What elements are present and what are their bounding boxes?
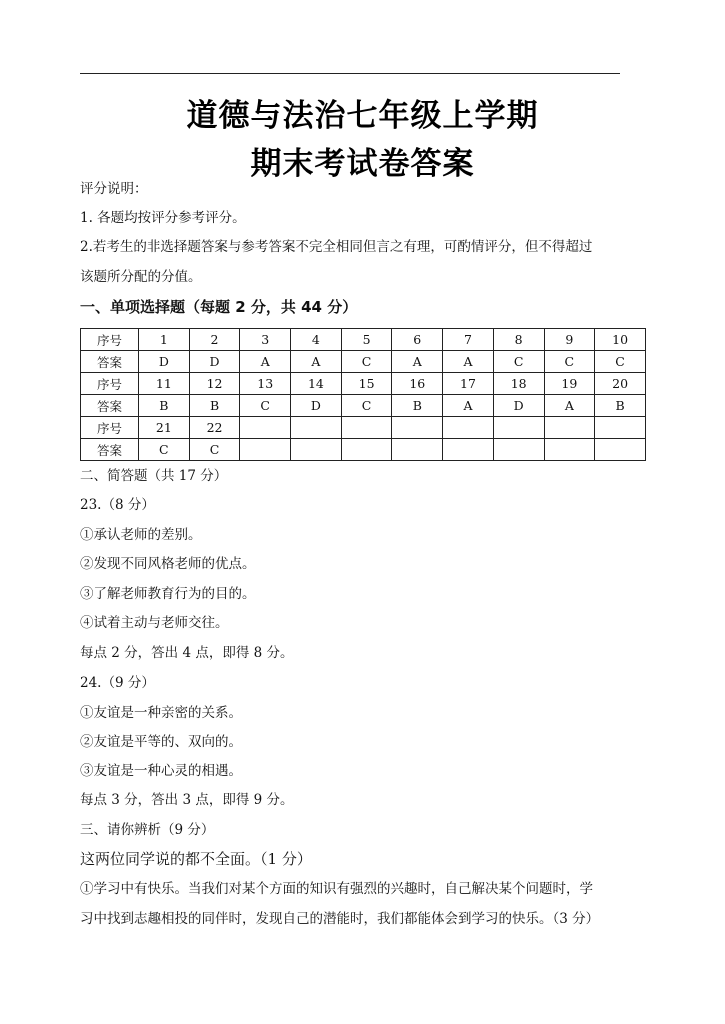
table-cell: 17	[443, 373, 494, 395]
table-cell: A	[443, 351, 494, 373]
table-cell: D	[189, 351, 240, 373]
table-cell: C	[544, 351, 595, 373]
table-row	[81, 373, 646, 395]
table-cell: A	[291, 351, 342, 373]
table-cell	[443, 439, 494, 461]
scoring-heading: 评分说明：	[80, 181, 148, 197]
q23-point-1: ①承认老师的差别。	[80, 527, 202, 543]
table-row	[81, 329, 646, 351]
table-cell: 22	[189, 417, 240, 439]
q23-point-4: ④试着主动与老师交往。	[80, 615, 229, 631]
table-cell: 5	[341, 329, 392, 351]
table-cell: C	[139, 439, 190, 461]
table-cell: 19	[544, 373, 595, 395]
table-cell: 4	[291, 329, 342, 351]
table-cell: 18	[493, 373, 544, 395]
table-cell: C	[595, 351, 646, 373]
q24-note: 每点 3 分，答出 3 点，即得 9 分。	[80, 792, 294, 808]
table-cell: 20	[595, 373, 646, 395]
table-cell: 6	[392, 329, 443, 351]
table-cell: 9	[544, 329, 595, 351]
table-cell: 7	[443, 329, 494, 351]
scoring-rule-1: 1. 各题均按评分参考评分。	[80, 210, 246, 226]
section-1-heading: 一、单项选择题（每题 2 分，共 44 分）	[80, 298, 358, 316]
table-cell: C	[341, 395, 392, 417]
table-cell	[291, 439, 342, 461]
section-3-paragraph-1-cont: 习中找到志趣相投的同伴时，发现自己的潜能时，我们都能体会到学习的快乐。（3 分）	[80, 911, 600, 927]
table-cell: 16	[392, 373, 443, 395]
document-title-line-2: 期末考试卷答案	[250, 146, 475, 182]
scoring-rule-2-cont: 该题所分配的分值。	[80, 269, 202, 285]
table-cell: 14	[291, 373, 342, 395]
q24-title: 24.（9 分）	[80, 675, 155, 691]
table-row	[81, 417, 646, 439]
table-cell	[240, 417, 291, 439]
table-row	[81, 395, 646, 417]
table-cell: 8	[493, 329, 544, 351]
table-cell: C	[240, 395, 291, 417]
table-row-label: 答案	[81, 439, 139, 461]
table-cell: A	[240, 351, 291, 373]
q23-note: 每点 2 分，答出 4 点，即得 8 分。	[80, 645, 294, 661]
table-cell: D	[291, 395, 342, 417]
section-2-heading: 二、简答题（共 17 分）	[80, 468, 228, 484]
table-cell: B	[595, 395, 646, 417]
section-3-heading: 三、请你辨析（9 分）	[80, 822, 215, 838]
table-cell: A	[392, 351, 443, 373]
table-cell: 3	[240, 329, 291, 351]
table-cell: 21	[139, 417, 190, 439]
table-cell	[595, 439, 646, 461]
q24-point-3: ③友谊是一种心灵的相遇。	[80, 763, 242, 779]
table-cell	[392, 417, 443, 439]
section-3-paragraph-1: ①学习中有快乐。当我们对某个方面的知识有强烈的兴趣时，自己解决某个问题时，学	[80, 881, 593, 897]
table-cell: D	[493, 395, 544, 417]
q24-point-1: ①友谊是一种亲密的关系。	[80, 705, 242, 721]
table-cell	[341, 439, 392, 461]
q23-point-2: ②发现不同风格老师的优点。	[80, 556, 256, 572]
table-row-label: 序号	[81, 373, 139, 395]
table-cell: C	[189, 439, 240, 461]
table-cell: D	[139, 351, 190, 373]
table-row	[81, 351, 646, 373]
q23-title: 23.（8 分）	[80, 497, 155, 513]
table-cell: A	[544, 395, 595, 417]
section-3-statement: 这两位同学说的都不全面。（1 分）	[80, 850, 312, 868]
answer-table	[80, 328, 646, 461]
table-cell: 13	[240, 373, 291, 395]
header-rule	[80, 73, 620, 74]
table-cell: B	[392, 395, 443, 417]
table-cell	[544, 439, 595, 461]
table-cell	[493, 439, 544, 461]
table-cell: 1	[139, 329, 190, 351]
table-cell: 11	[139, 373, 190, 395]
table-cell	[341, 417, 392, 439]
table-cell	[443, 417, 494, 439]
table-cell	[240, 439, 291, 461]
scoring-rule-2: 2.若考生的非选择题答案与参考答案不完全相同但言之有理，可酌情评分，但不得超过	[80, 239, 593, 255]
q23-point-3: ③了解老师教育行为的目的。	[80, 586, 256, 602]
table-cell	[291, 417, 342, 439]
table-cell: B	[139, 395, 190, 417]
table-cell: 15	[341, 373, 392, 395]
document-title-line-1: 道德与法治七年级上学期	[186, 98, 539, 134]
table-cell	[493, 417, 544, 439]
table-cell: 12	[189, 373, 240, 395]
table-cell	[544, 417, 595, 439]
table-row	[81, 439, 646, 461]
table-cell: 2	[189, 329, 240, 351]
table-cell	[392, 439, 443, 461]
table-cell: C	[493, 351, 544, 373]
table-row-label: 答案	[81, 395, 139, 417]
q24-point-2: ②友谊是平等的、双向的。	[80, 734, 242, 750]
table-row-label: 序号	[81, 417, 139, 439]
table-row-label: 序号	[81, 329, 139, 351]
table-cell: B	[189, 395, 240, 417]
table-cell: C	[341, 351, 392, 373]
table-row-label: 答案	[81, 351, 139, 373]
table-cell: A	[443, 395, 494, 417]
table-cell: 10	[595, 329, 646, 351]
table-cell	[595, 417, 646, 439]
